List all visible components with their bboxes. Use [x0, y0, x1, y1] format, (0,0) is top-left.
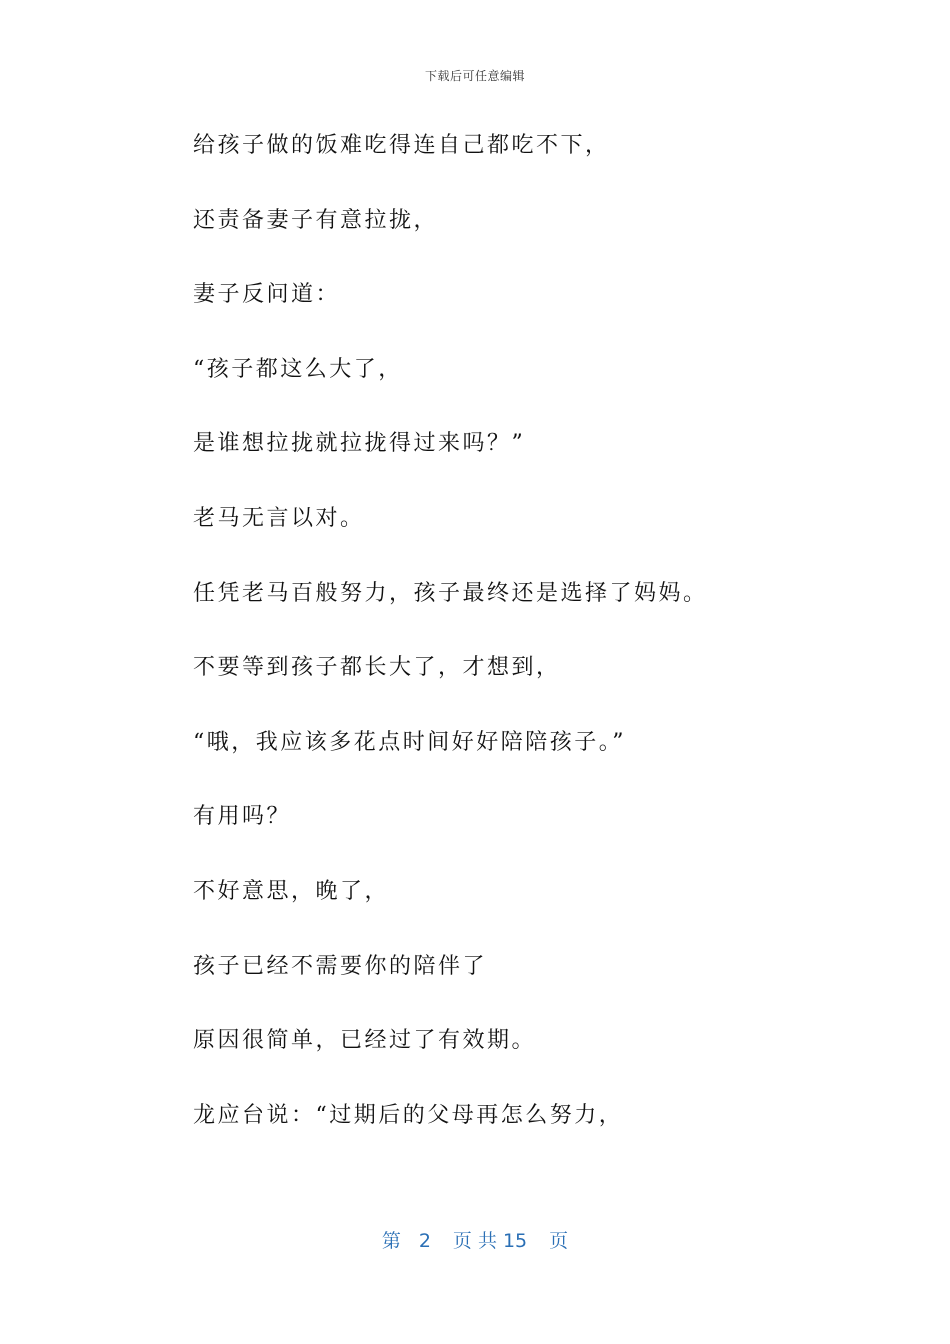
text-line: 给孩子做的饭难吃得连自己都吃不下，: [193, 133, 610, 158]
current-page-number: 2: [418, 1230, 431, 1252]
text-line: 还责备妻子有意拉拢，: [193, 207, 439, 233]
text-line: 原因很简单，已经过了有效期。: [193, 1028, 537, 1054]
text-line: 任凭老马百般努力，孩子最终还是选择了妈妈。: [193, 580, 708, 606]
footer-prefix: 第: [381, 1230, 401, 1252]
footer-suffix: 页: [549, 1230, 569, 1252]
text-line: 老马无言以对。: [193, 505, 365, 531]
text-line: 不要等到孩子都长大了，才想到，: [193, 655, 561, 681]
total-pages-number: 15: [502, 1230, 528, 1252]
text-line: 妻子反问道：: [193, 282, 341, 308]
text-line: “孩子都这么大了，: [193, 356, 403, 382]
text-line: 是谁想拉拢就拉拢得过来吗？”: [193, 431, 526, 457]
text-line: “哦，我应该多花点时间好好陪陪孩子。”: [193, 729, 626, 755]
text-line: 龙应台说：“过期后的父母再怎么努力，: [193, 1102, 624, 1128]
header-note: 下载后可任意编辑: [424, 69, 525, 83]
footer-middle: 页 共: [452, 1230, 497, 1252]
page-footer: [0, 1226, 950, 1253]
text-line: 不好意思，晚了，: [193, 878, 390, 904]
body-text: [193, 128, 893, 1172]
text-line: 有用吗？: [193, 804, 292, 830]
text-line: 孩子已经不需要你的陪伴了: [193, 953, 488, 979]
